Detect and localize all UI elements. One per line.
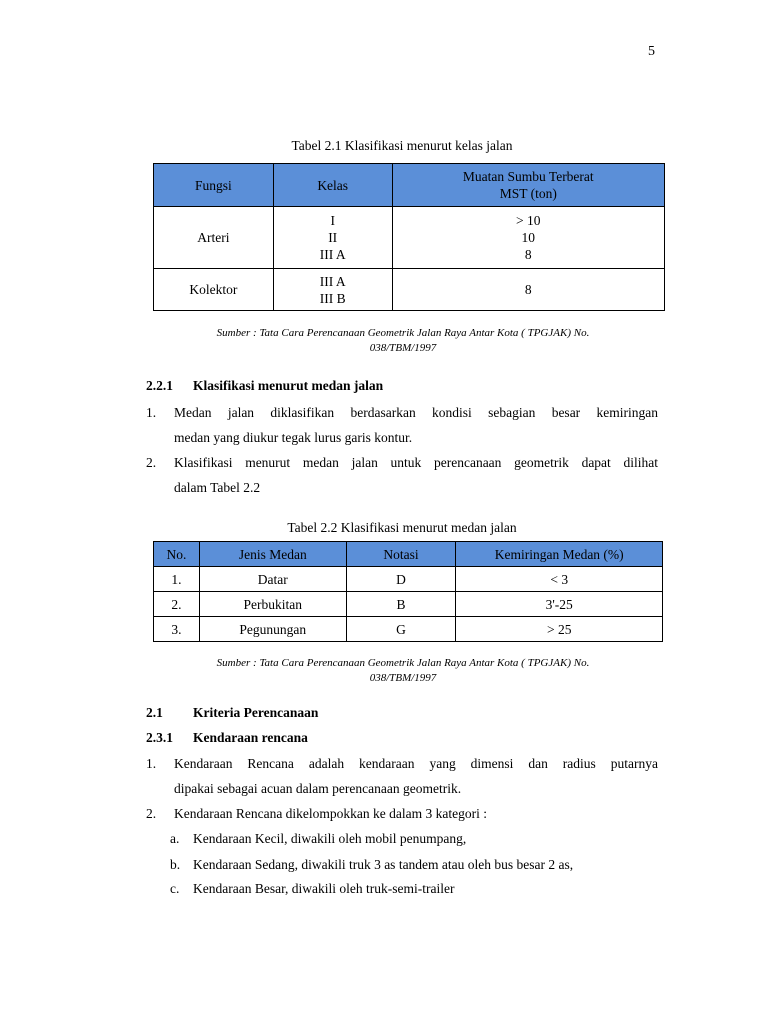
table2-header-row bbox=[154, 542, 663, 567]
table2-cell: 3. bbox=[154, 617, 200, 642]
table1-header-muatan bbox=[392, 164, 664, 207]
table1-cell-kelas bbox=[273, 207, 392, 269]
list-item-number: 1. bbox=[146, 756, 157, 771]
table2-header-notasi: Notasi bbox=[346, 542, 456, 567]
table1-kelas-value: III A bbox=[319, 273, 346, 289]
section-title: Klasifikasi menurut medan jalan bbox=[193, 378, 384, 393]
sub-list-item-text: Kendaraan Besar, diwakili oleh truk-semi-trailer bbox=[193, 881, 455, 896]
table2-cell: Datar bbox=[199, 567, 346, 592]
table1-cell-kelas bbox=[273, 269, 392, 311]
table1-muatan-value: 10 bbox=[521, 230, 536, 245]
table-row bbox=[154, 567, 663, 592]
list-item-line: Klasifikasi menurut medan jalan untuk perencanaan geometrik dapat dilihat bbox=[174, 455, 658, 470]
section-number: 2.2.1 bbox=[146, 378, 173, 393]
table2-cell: 3'-25 bbox=[456, 592, 663, 617]
table1-cell-fungsi: Kolektor bbox=[154, 269, 274, 311]
table1-kelas-value: II bbox=[328, 230, 338, 245]
table2-header-no: No. bbox=[154, 542, 200, 567]
table1-kelas-value: III A bbox=[319, 247, 346, 262]
list-item bbox=[146, 801, 658, 826]
list-item-text bbox=[174, 400, 658, 450]
list-item-line: Kendaraan Rencana adalah kendaraan yang dimensi dan radius putarnya bbox=[174, 756, 658, 771]
table1-header-kelas: Kelas bbox=[273, 164, 392, 207]
table-row bbox=[154, 592, 663, 617]
table1-cell-fungsi: Arteri bbox=[154, 207, 274, 269]
table2-header-kemiringan: Kemiringan Medan (%) bbox=[456, 542, 663, 567]
table1-source bbox=[128, 326, 678, 356]
sub-list-item-letter: c. bbox=[170, 881, 180, 896]
table-medan-jalan bbox=[153, 541, 663, 642]
table2-header-jenis: Jenis Medan bbox=[199, 542, 346, 567]
table1-header-muatan-line1: Muatan Sumbu Terberat bbox=[462, 169, 594, 184]
table1-kelas-value: III B bbox=[319, 290, 346, 306]
section-number: 2.3.1 bbox=[146, 730, 173, 745]
list-item bbox=[146, 751, 658, 801]
table2-cell: 1. bbox=[154, 567, 200, 592]
table1-muatan-value: 8 bbox=[524, 247, 532, 262]
table-row bbox=[154, 207, 665, 269]
sub-list-item-text: Kendaraan Kecil, diwakili oleh mobil penumpang, bbox=[193, 831, 467, 846]
section-title: Kriteria Perencanaan bbox=[193, 705, 319, 720]
section-number: 2.1 bbox=[146, 705, 163, 720]
table2-cell: < 3 bbox=[456, 567, 663, 592]
table2-source bbox=[128, 656, 678, 686]
list-item-text bbox=[174, 801, 658, 826]
list-item bbox=[146, 450, 658, 500]
table2-source-line1: Sumber : Tata Cara Perencanaan Geometrik Jalan Raya Antar Kota ( TPGJAK) No. bbox=[216, 657, 590, 669]
table1-header-fungsi: Fungsi bbox=[154, 164, 274, 207]
section-title: Kendaraan rencana bbox=[193, 730, 308, 745]
section-heading-2-2-1 bbox=[146, 378, 383, 394]
table-kelas-jalan bbox=[153, 163, 665, 311]
table2-cell: Perbukitan bbox=[199, 592, 346, 617]
sub-list-item-text: Kendaraan Sedang, diwakili truk 3 as tandem atau oleh bus besar 2 as, bbox=[193, 857, 574, 872]
list-item-line: medan yang diukur tegak lurus garis kontur. bbox=[174, 430, 413, 445]
table1-caption: Tabel 2.1 Klasifikasi menurut kelas jalan bbox=[291, 138, 513, 153]
table1-kelas-value: I bbox=[330, 213, 335, 228]
table1-muatan-value: > 10 bbox=[516, 213, 541, 228]
list-item-line: Medan jalan diklasifikan berdasarkan kondisi sebagian besar kemiringan bbox=[174, 405, 658, 420]
table2-cell: > 25 bbox=[456, 617, 663, 642]
list-item-number: 2. bbox=[146, 806, 157, 821]
table1-cell-muatan bbox=[392, 269, 664, 311]
section-heading-2-1 bbox=[146, 705, 318, 721]
sub-list-item-letter: a. bbox=[170, 831, 180, 846]
table2-cell: Pegunungan bbox=[199, 617, 346, 642]
table2-cell: 2. bbox=[154, 592, 200, 617]
list-item-line: dalam Tabel 2.2 bbox=[174, 480, 261, 495]
list-item-line: dipakai sebagai acuan dalam perencanaan geometrik. bbox=[174, 781, 462, 796]
list-item bbox=[146, 400, 658, 450]
list-item-line: Kendaraan Rencana dikelompokkan ke dalam 3 kategori : bbox=[174, 806, 488, 821]
table1-cell-muatan bbox=[392, 207, 664, 269]
table2-cell: G bbox=[346, 617, 456, 642]
table2-source-line2: 038/TBM/1997 bbox=[369, 672, 437, 684]
list-item-number: 1. bbox=[146, 405, 157, 420]
list-item-text bbox=[174, 751, 658, 801]
table2-cell: D bbox=[346, 567, 456, 592]
page-number: 5 bbox=[648, 44, 655, 59]
table1-header-muatan-line2: MST (ton) bbox=[499, 186, 557, 201]
list-item-number: 2. bbox=[146, 455, 157, 470]
list-item-text bbox=[174, 450, 658, 500]
table1-muatan-value: 8 bbox=[524, 282, 532, 297]
table-row bbox=[154, 617, 663, 642]
table1-header-row bbox=[154, 164, 665, 207]
table1-source-line1: Sumber : Tata Cara Perencanaan Geometrik Jalan Raya Antar Kota ( TPGJAK) No. bbox=[216, 327, 590, 339]
sub-list-item-letter: b. bbox=[170, 857, 181, 872]
table1-source-line2: 038/TBM/1997 bbox=[369, 342, 437, 354]
table2-caption: Tabel 2.2 Klasifikasi menurut medan jalan bbox=[287, 520, 517, 535]
section-heading-2-3-1 bbox=[146, 730, 308, 746]
table2-cell: B bbox=[346, 592, 456, 617]
table-row bbox=[154, 269, 665, 311]
